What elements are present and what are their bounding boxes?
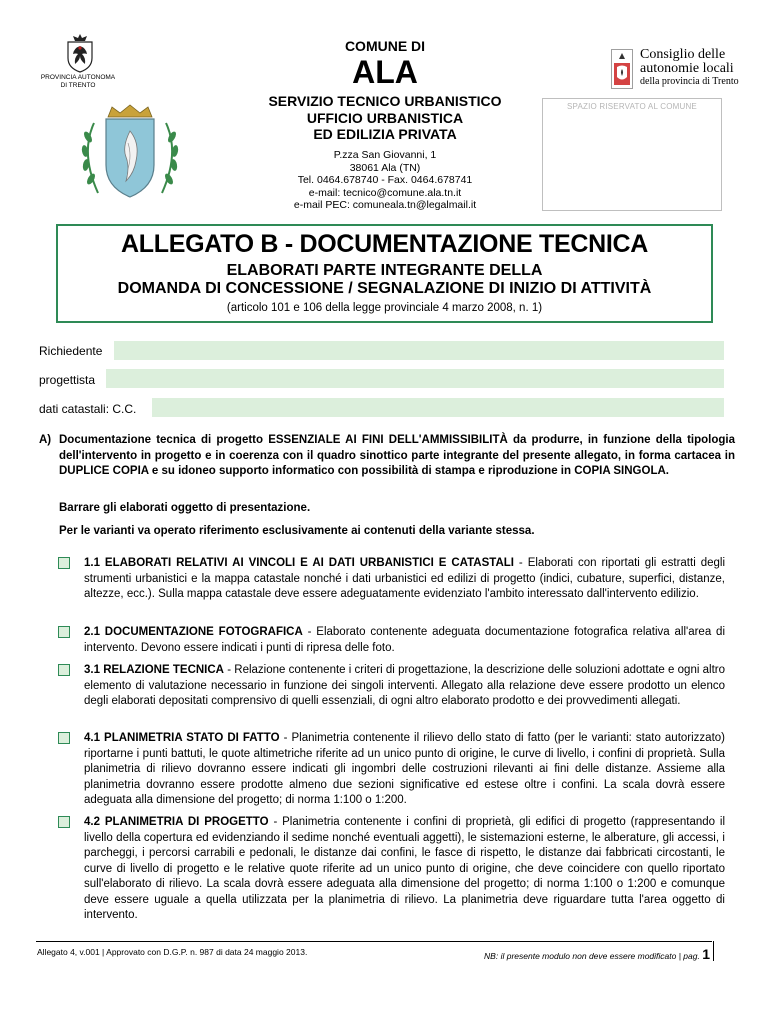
servizio-line-1: SERVIZIO TECNICO URBANISTICO	[268, 93, 502, 109]
item-2-1-text	[84, 625, 725, 656]
item-4-2-checkbox[interactable]	[58, 816, 70, 828]
footer-divider-vertical	[713, 941, 714, 961]
consiglio-line-2: autonomie locali	[640, 61, 734, 76]
provincia-emblem-icon	[60, 32, 100, 74]
item-title: 4.1 PLANIMETRIA STATO DI FATTO	[84, 732, 280, 744]
document-title: ALLEGATO B - DOCUMENTAZIONE TECNICA	[121, 230, 648, 258]
consiglio-logo-icon	[611, 49, 633, 89]
provincia-label-line-2: DI TRENTO	[60, 81, 96, 89]
item-1-1-text	[84, 556, 725, 603]
page-number: 1	[702, 946, 710, 962]
servizio-block	[230, 93, 540, 143]
item-3-1-checkbox[interactable]	[58, 664, 70, 676]
address-line-5: e-mail PEC: comuneala.tn@legalmail.it	[293, 199, 477, 211]
item-4-1-text	[84, 731, 725, 809]
section-a-note-1: Barrare gli elaborati oggetto di presentazione.	[59, 502, 311, 514]
provincia-label	[30, 74, 126, 89]
richiedente-label: Richiedente	[39, 344, 103, 358]
item-1-1-checkbox[interactable]	[58, 557, 70, 569]
item-title: 2.1 DOCUMENTAZIONE FOTOGRAFICA	[84, 626, 303, 638]
item-description: - Elaborato contenente adeguata documentazione fotografica relativa all'area di intervento. Devono essere indicati i punti di ripresa delle foto.	[84, 626, 725, 654]
servizio-line-3: ED EDILIZIA PRIVATA	[313, 126, 457, 142]
item-2-1-checkbox[interactable]	[58, 626, 70, 638]
provincia-label-line-1: PROVINCIA AUTONOMA	[40, 74, 116, 81]
item-title: 1.1 ELABORATI RELATIVI AI VINCOLI E AI DATI URBANISTICI E CATASTALI	[84, 557, 514, 569]
item-description: - Planimetria contenente i confini di proprietà, gli edifici di progetto (rappresentando il livello della copertura ed evidenziando il sedime nonché eventuali aggetti), le sistemazioni esterne, le alberature, gli accessi, i parcheggi, i percorsi carrabili e pedonali, le distanze dai confini, le fasce di rispetto, le distanze dai fabbricati circostanti, le curve di livello di progetto e le relative quote riferite ad un unico punto di origine, che deve coincidere con quello riportato sull'elaborato di rilievo. La scala dovrà essere adeguata alla dimensione del progetto; di norma 1:100 o 1:200 e comunque deve essere uguale a quella utilizzata per la planimetria di rilievo. La planimetria deve riguardare tutta l'area oggetto di intervento.	[84, 816, 725, 921]
address-line-4: e-mail: tecnico@comune.ala.tn.it	[308, 186, 462, 199]
consiglio-line-3: della provincia di Trento	[640, 76, 739, 87]
spazio-riservato-label: SPAZIO RISERVATO AL COMUNE	[567, 102, 697, 111]
item-4-2-text	[84, 815, 725, 924]
footer-divider	[36, 941, 712, 942]
section-a-text: Documentazione tecnica di progetto ESSENZIALE AI FINI DELL'AMMISSIBILITÀ da produrre, in funzione della tipologia dell'intervento in progetto e in coerenza con il quadro sinottico parte integrante del presente allegato, in forma cartacea in DUPLICE COPIA e su idoneo supporto informatico con possibilità di stampa e riproduzione in COPIA SINGOLA.	[59, 434, 735, 477]
item-3-1-text	[84, 663, 725, 710]
richiedente-field[interactable]	[114, 341, 724, 360]
item-description: - Planimetria contenente il rilievo dello stato di fatto (per le varianti: stato autorizzato) riportarne i punti battuti, le quote altimetriche riferite ad un unico punto di origine, le curve di livello, i confini di proprietà. Sulla planimetria di rilievo dovranno essere indicati gli ingombri delle costruzioni rilevanti ai fini delle distanze. Assieme alla planimetria dovranno essere prodotte almeno due sezioni significative ed estese oltre i confini. La scala dovrà essere adeguata alla dimensione del progetto; di norma 1:100 o 1:200.	[84, 732, 725, 806]
item-4-1-checkbox[interactable]	[58, 732, 70, 744]
address-block	[240, 149, 530, 212]
footer-approval-text: Allegato 4, v.001 | Approvato con D.G.P. n. 987 di data 24 maggio 2013.	[37, 947, 308, 957]
progettista-label: progettista	[39, 373, 96, 387]
address-line-2: 38061 Ala (TN)	[349, 161, 421, 174]
comune-name: ALA	[352, 54, 418, 90]
item-title: 3.1 RELAZIONE TECNICA	[84, 664, 224, 676]
section-a-letter: A)	[39, 434, 52, 446]
comune-ala-crest-icon	[76, 103, 184, 203]
section-a-note-2: Per le varianti va operato riferimento esclusivamente ai contenuti della variante stessa.	[59, 525, 535, 537]
dati-catastali-label: dati catastali: C.C.	[39, 402, 137, 416]
document-subtitle-1: ELABORATI PARTE INTEGRANTE DELLA	[226, 262, 543, 279]
item-description: - Relazione contenente i criteri di progettazione, la descrizione delle soluzioni adottate e ogni altro elemento di valutazione necessario in funzione dei singoli interventi. Allegato alla relazione deve essere prodotto un elenco degli elaborati depositati comprensivo di quelli essenziali, di ogni altro elaborato prodotto e dei provvedimenti allegati.	[84, 664, 725, 707]
consiglio-line-1: Consiglio delle	[640, 47, 726, 62]
item-description: - Elaborati con riportati gli estratti degli strumenti urbanistici e la mappa catastale nonché i dati urbanistici ed edilizi di progetto (indici, cubature, superfici, distanze, altezze, ecc.). Sulla mappa catastale deve essere adeguatamente evidenziato l'ambito interessato dall'intervento edilizio.	[84, 557, 725, 600]
address-line-3: Tel. 0464.678740 - Fax. 0464.678741	[297, 174, 473, 186]
dati-catastali-field[interactable]	[152, 398, 724, 417]
servizio-line-2: UFFICIO URBANISTICA	[306, 109, 464, 126]
spazio-riservato-box	[542, 98, 722, 211]
footer-note	[420, 946, 710, 962]
footer-note-text: NB: il presente modulo non deve essere modificato | pag.	[484, 951, 700, 961]
consiglio-text	[640, 48, 750, 87]
address-line-1: P.zza San Giovanni, 1	[333, 149, 437, 161]
item-title: 4.2 PLANIMETRIA DI PROGETTO	[84, 816, 269, 828]
document-subtitle-2: DOMANDA DI CONCESSIONE / SEGNALAZIONE DI INIZIO DI ATTIVITÀ	[117, 280, 652, 297]
comune-di-label: COMUNE DI	[344, 38, 426, 54]
progettista-field[interactable]	[106, 369, 724, 388]
legal-reference: (articolo 101 e 106 della legge provinciale 4 marzo 2008, n. 1)	[226, 302, 543, 314]
